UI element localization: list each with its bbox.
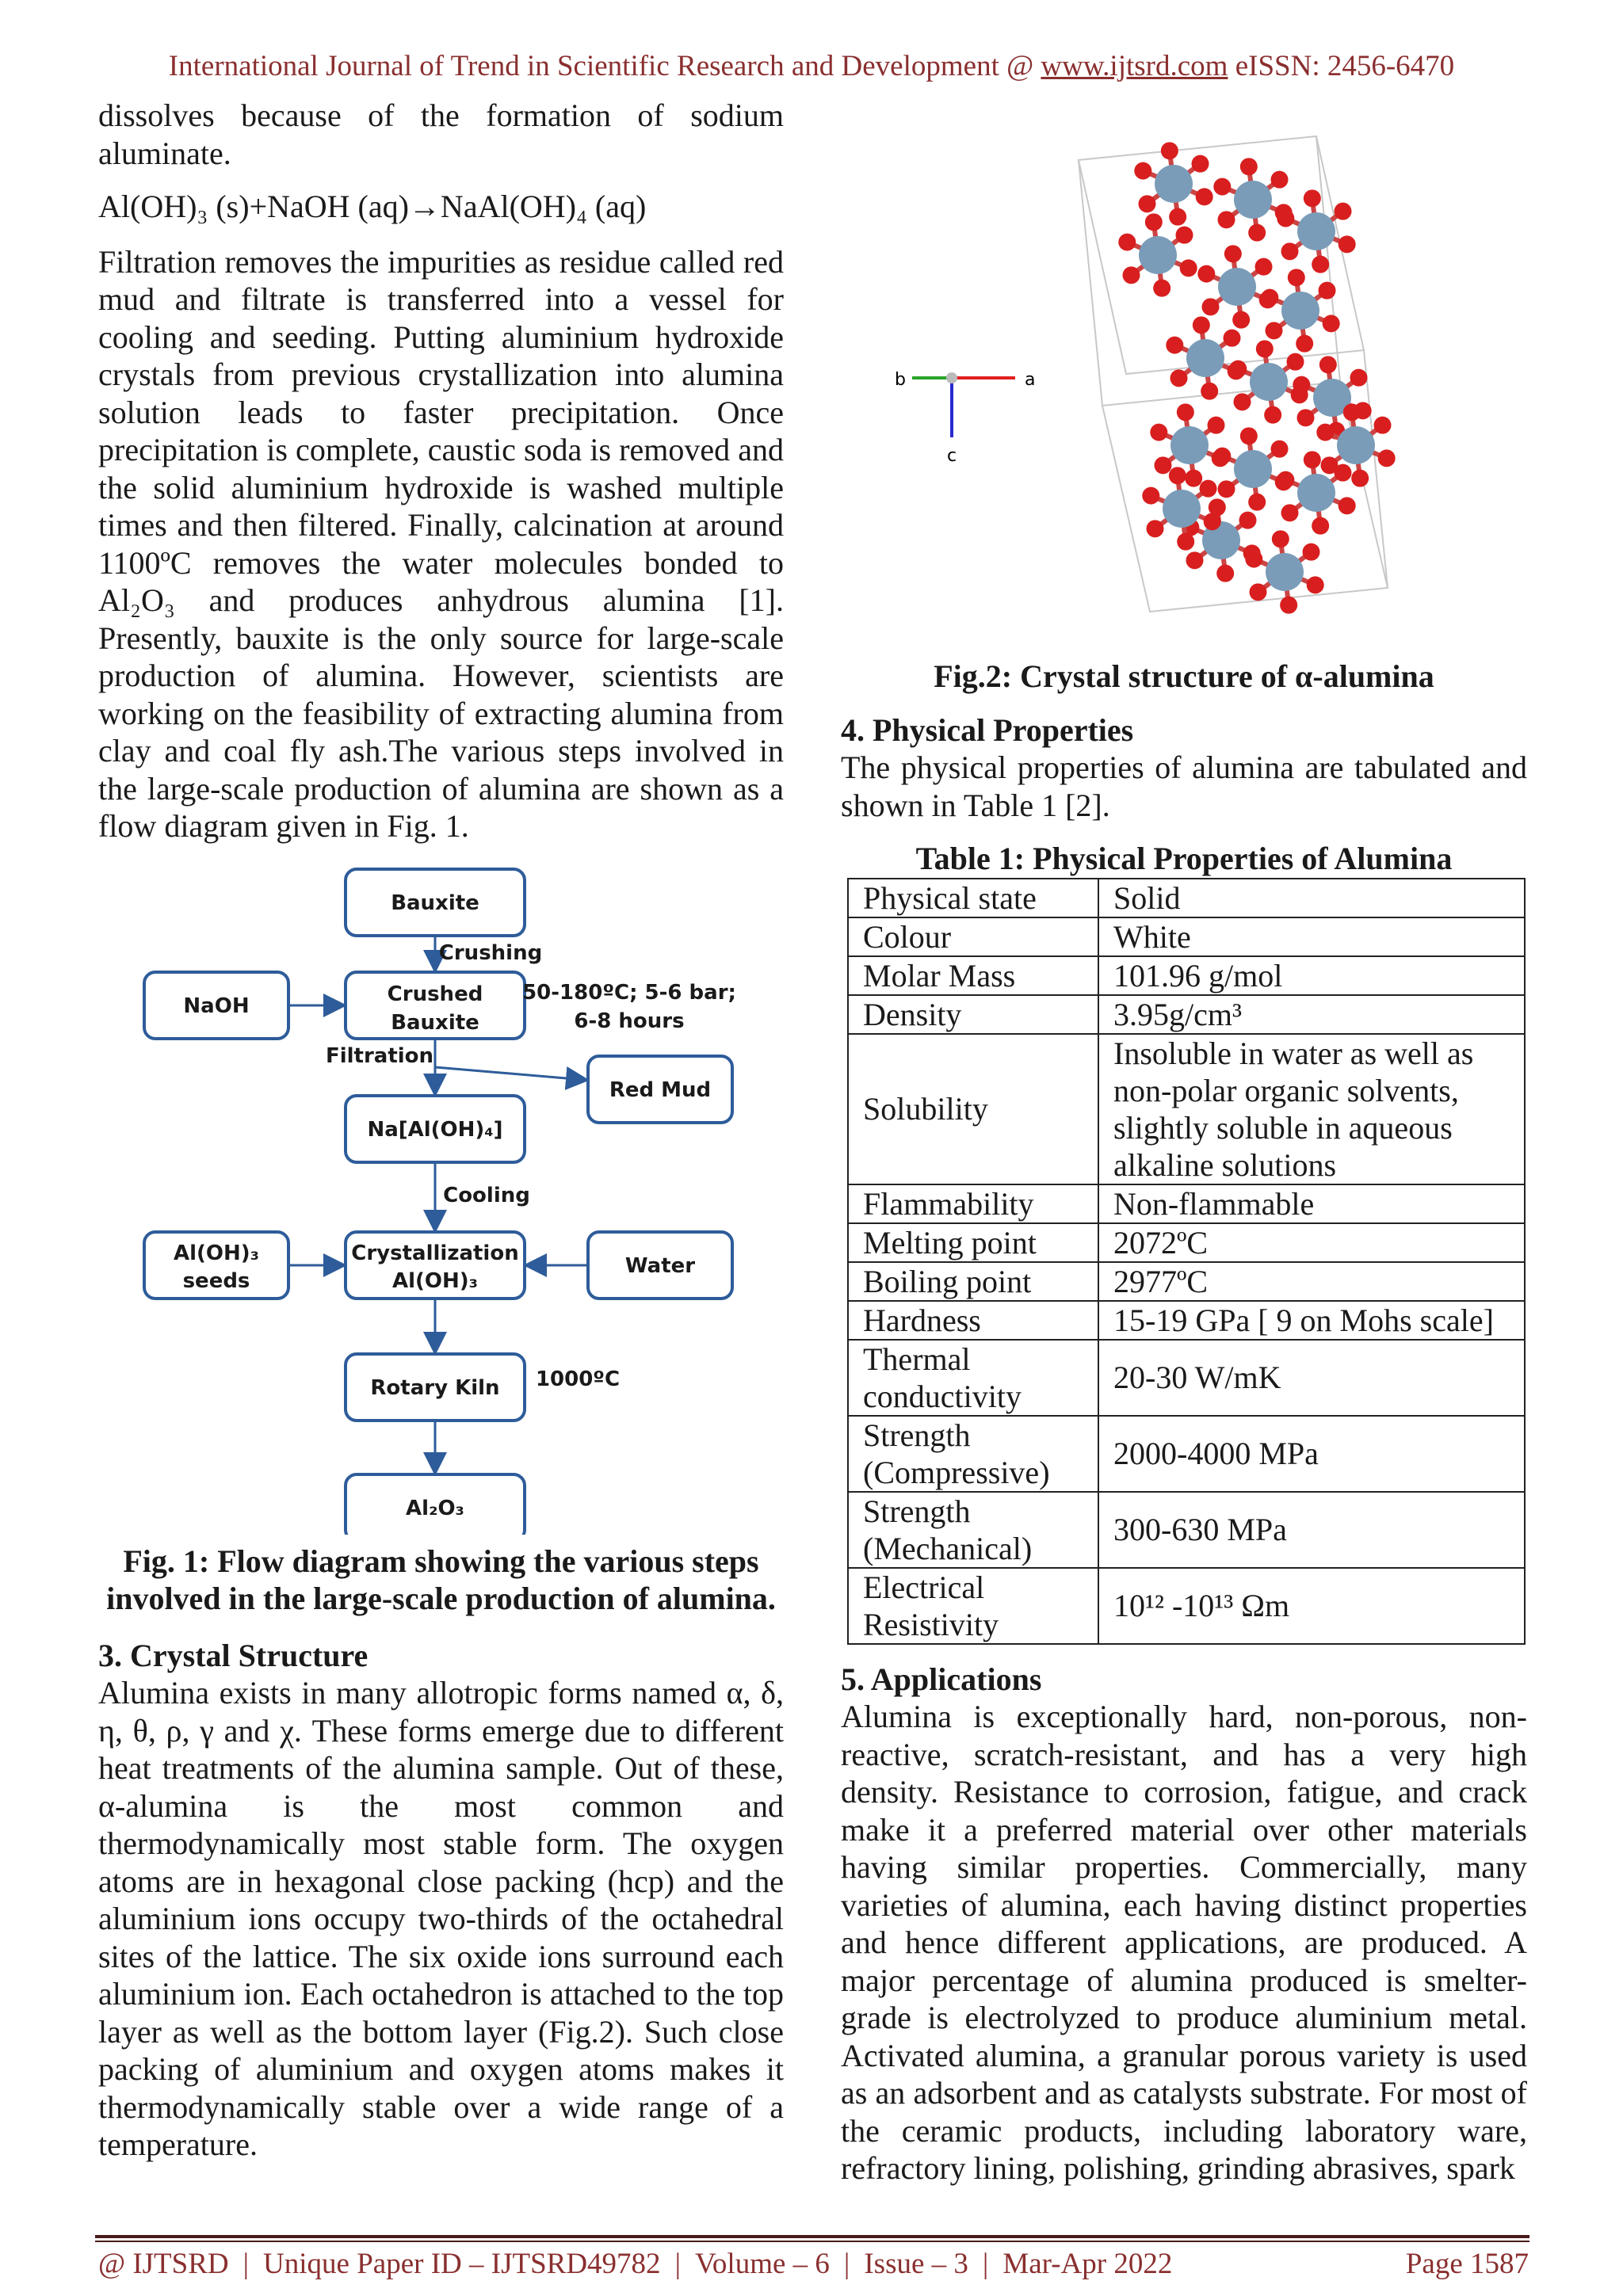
aluminium-atom xyxy=(1234,181,1272,219)
oxygen-atom xyxy=(1213,178,1231,196)
table-row xyxy=(848,1262,1525,1301)
reaction-equation: Al(OH)₃ (s)+NaOH (aq)→NaAl(OH)₄ (aq) xyxy=(98,189,647,224)
oxygen-atom xyxy=(1224,330,1241,347)
property-name: Density xyxy=(848,995,1098,1034)
oxygen-atom xyxy=(1229,360,1247,378)
oxygen-atom xyxy=(1335,203,1352,220)
oxygen-atom xyxy=(1224,245,1242,262)
section4-title: 4. Physical Properties xyxy=(841,711,1134,748)
journal-name: International Journal of Trend in Scientific Research and Development @ xyxy=(168,50,1034,82)
oxygen-atom xyxy=(1277,210,1294,227)
flow-filtration: Filtration xyxy=(325,1043,434,1068)
property-name: Flammability xyxy=(848,1184,1098,1223)
flow-crushed-1: Crushed xyxy=(387,982,483,1006)
oxygen-atom xyxy=(1161,142,1178,159)
oxygen-atom xyxy=(1272,530,1289,547)
aluminium-atom xyxy=(1170,426,1209,464)
property-name: Strength (Compressive) xyxy=(848,1416,1098,1492)
oxygen-atom xyxy=(1153,280,1170,297)
intro-paragraph: dissolves because of the formation of sodium aluminate. xyxy=(98,97,784,171)
property-value: 20-30 W/mK xyxy=(1098,1340,1525,1416)
flow-cryst-1: Crystallization xyxy=(351,1241,519,1265)
aluminium-atom xyxy=(1218,268,1256,306)
property-name: Strength (Mechanical) xyxy=(848,1492,1098,1568)
aluminium-atom xyxy=(1163,490,1201,528)
oxygen-atom xyxy=(1245,551,1262,568)
fig2-caption: Fig.2: Crystal structure of α-alumina xyxy=(934,658,1434,694)
property-name: Molar Mass xyxy=(848,956,1098,995)
oxygen-atom xyxy=(1193,316,1210,334)
oxygen-atom xyxy=(1320,456,1338,474)
flow-cooling: Cooling xyxy=(443,1183,530,1207)
oxygen-atom xyxy=(1277,471,1294,489)
oxygen-atom xyxy=(1296,335,1313,353)
property-value: 10¹² -10¹³ Ωm xyxy=(1098,1568,1525,1644)
oxygen-atom xyxy=(1186,551,1203,569)
aluminium-atom xyxy=(1155,165,1193,203)
property-value: Solid xyxy=(1098,879,1525,917)
table-row xyxy=(848,1034,1525,1184)
oxygen-atom xyxy=(1307,576,1324,593)
flow-na-al: Na[Al(OH)₄] xyxy=(367,1117,503,1142)
aluminium-atom xyxy=(1234,450,1272,488)
oxygen-atom xyxy=(1343,403,1361,421)
oxygen-atom xyxy=(1142,487,1159,505)
oxygen-atom xyxy=(1261,289,1278,307)
oxygen-atom xyxy=(1312,256,1329,273)
oxygen-atom xyxy=(1217,211,1235,228)
oxygen-atom xyxy=(1213,448,1231,465)
oxygen-atom xyxy=(1201,298,1219,315)
oxygen-atom xyxy=(1145,213,1163,231)
oxygen-atom xyxy=(1166,337,1183,354)
footer-brand: @ IJTSRD xyxy=(98,2248,229,2280)
oxygen-atom xyxy=(1118,234,1136,251)
oxygen-atom xyxy=(1256,340,1274,357)
section5-title: 5. Applications xyxy=(841,1661,1042,1697)
oxygen-atom xyxy=(1239,512,1257,529)
oxygen-atom xyxy=(1180,259,1197,277)
property-value: White xyxy=(1098,917,1525,956)
flow-diagram xyxy=(98,861,784,1535)
property-value: 2977ºC xyxy=(1098,1262,1525,1301)
oxygen-atom xyxy=(1312,517,1329,535)
oxygen-atom xyxy=(1232,311,1250,329)
flow-conditions-1: 50-180ºC; 5-6 bar; xyxy=(522,980,736,1005)
table-row xyxy=(848,879,1525,917)
oxygen-atom xyxy=(1169,467,1186,484)
aluminium-atom xyxy=(1139,236,1177,274)
table-row xyxy=(848,1184,1525,1223)
oxygen-atom xyxy=(1200,480,1217,498)
footer-date: Mar-Apr 2022 xyxy=(1002,2248,1173,2280)
oxygen-atom xyxy=(1264,406,1281,424)
oxygen-atom xyxy=(1185,470,1202,487)
aluminium-atom xyxy=(1186,339,1224,377)
axis-b-label: b xyxy=(895,370,906,390)
flow-red-mud: Red Mud xyxy=(609,1077,712,1102)
flow-water: Water xyxy=(624,1253,696,1278)
section3-text: Alumina exists in many allotropic forms named α, δ, η, θ, ρ, γ and χ. These forms emerge due to different heat treatments of the alumina sample. Out of these, α-alumina is the most common and thermodynamically most stable form. The oxygen atoms are in hexagonal close packing (hcp) and the aluminium ions occupy two-thirds of the octahedral sites of the lattice. The six oxide ions surround each aluminium ion. Each octahedron is attached to the top layer as well as the bottom layer (Fig.2). Such close packing of aluminium and oxygen atoms makes it thermodynamically stable over a wide range of a temperature. xyxy=(98,1675,784,2162)
aluminium-atom xyxy=(1266,553,1304,591)
flow-conditions-2: 6-8 hours xyxy=(574,1009,685,1033)
flow-kiln-temp: 1000ºC xyxy=(535,1367,621,1391)
table-row xyxy=(848,1340,1525,1416)
oxygen-atom xyxy=(1176,227,1193,244)
oxygen-atom xyxy=(1248,494,1266,511)
flow-product: Al₂O₃ xyxy=(406,1496,464,1520)
aluminium-atom xyxy=(1250,363,1288,401)
oxygen-atom xyxy=(1319,282,1336,299)
oxygen-atom xyxy=(1134,162,1151,180)
footer-issue: Issue – 3 xyxy=(864,2248,968,2280)
property-name: Thermal conductivity xyxy=(848,1340,1098,1416)
oxygen-atom xyxy=(1304,451,1321,468)
aluminium-atom xyxy=(1297,212,1335,250)
oxygen-atom xyxy=(1122,266,1140,284)
footer-volume: Volume – 6 xyxy=(694,2248,830,2280)
oxygen-atom xyxy=(1177,403,1194,421)
property-name: Solubility xyxy=(848,1034,1098,1184)
property-name: Electrical Resistivity xyxy=(848,1568,1098,1644)
property-value: 3.95g/cm³ xyxy=(1098,995,1525,1034)
flow-crushing: Crushing xyxy=(438,940,543,965)
axis-a-label: a xyxy=(1025,370,1036,390)
footer-page: Page 1587 xyxy=(1405,2248,1529,2280)
axis-c-label: c xyxy=(947,446,957,466)
oxygen-atom xyxy=(1197,265,1215,283)
oxygen-atom xyxy=(1338,235,1356,253)
oxygen-atom xyxy=(1271,171,1289,189)
table-row xyxy=(848,995,1525,1034)
property-value: 2072ºC xyxy=(1098,1223,1525,1262)
table-row xyxy=(848,1416,1525,1492)
page-footer: @ IJTSRD | Unique Paper ID – IJTSRD49782 | Volume – 6 | Issue – 3 | Mar-Apr 2022 Page 1587 xyxy=(98,2248,1529,2280)
flow-kiln: Rotary Kiln xyxy=(370,1375,500,1400)
oxygen-atom xyxy=(1204,513,1221,530)
table1-title: Table 1: Physical Properties of Alumina xyxy=(915,841,1453,876)
fig1-caption: Fig. 1: Flow diagram showing the various steps involved in the large-scale production of alumina. xyxy=(106,1543,776,1616)
oxygen-atom xyxy=(1138,195,1155,212)
oxygen-atom xyxy=(1319,356,1337,373)
property-value: 101.96 g/mol xyxy=(1098,956,1525,995)
oxygen-atom xyxy=(1374,417,1392,434)
aluminium-atom xyxy=(1337,426,1375,464)
oxygen-atom xyxy=(1177,533,1194,551)
oxygen-atom xyxy=(1288,269,1305,286)
oxygen-atom xyxy=(1154,456,1171,474)
flow-crushed-2: Bauxite xyxy=(391,1010,479,1035)
table-row xyxy=(848,1568,1525,1644)
oxygen-atom xyxy=(1304,189,1321,207)
oxygen-atom xyxy=(1281,242,1298,260)
table-row xyxy=(848,1301,1525,1340)
section4-text: The physical properties of alumina are tabulated and shown in Table 1 [2]. xyxy=(841,749,1527,823)
table-row xyxy=(848,1492,1525,1568)
property-value: 15-19 GPa [ 9 on Mohs scale] xyxy=(1098,1301,1525,1340)
property-value: 300-630 MPa xyxy=(1098,1492,1525,1568)
flow-seeds-2: seeds xyxy=(182,1268,250,1293)
oxygen-atom xyxy=(1351,470,1369,487)
oxygen-atom xyxy=(1217,480,1235,498)
aluminium-atom xyxy=(1281,292,1319,330)
footer-paper-id: Unique Paper ID – IJTSRD49782 xyxy=(263,2248,661,2280)
axis-indicator xyxy=(895,370,1035,466)
aluminium-atom xyxy=(1297,474,1335,512)
property-value: Insoluble in water as well as non-polar organic solvents, slightly soluble in aqueous alkaline solutions xyxy=(1098,1034,1525,1184)
property-name: Hardness xyxy=(848,1301,1098,1340)
footer-rule xyxy=(95,2235,1529,2238)
oxygen-atom xyxy=(1169,208,1186,226)
right-column xyxy=(841,97,1527,2203)
oxygen-atom xyxy=(1240,158,1258,175)
oxygen-atom xyxy=(1216,565,1234,582)
flow-seeds-1: Al(OH)₃ xyxy=(173,1241,260,1265)
oxygen-atom xyxy=(1248,224,1266,242)
oxygen-atom xyxy=(1280,597,1297,614)
oxygen-atom xyxy=(1208,417,1225,434)
eissn: eISSN: 2456-6470 xyxy=(1235,50,1455,82)
oxygen-atom xyxy=(1323,315,1340,332)
footer-rule-thin xyxy=(95,2241,1529,2242)
oxygen-atom xyxy=(1296,409,1314,426)
oxygen-atom xyxy=(1350,369,1368,387)
oxygen-atom xyxy=(1265,322,1282,339)
oxygen-atom xyxy=(1150,424,1167,441)
oxygen-atom xyxy=(1255,258,1273,276)
property-value: 2000-4000 MPa xyxy=(1098,1416,1525,1492)
table-row xyxy=(848,1223,1525,1262)
process-paragraph: Filtration removes the impurities as residue called red mud and filtrate is transferred into a vessel for cooling and seeding. Putting aluminium hydroxide crystals from previous crystallization into alumina solution leads to faster precipitation. Once precipitation is complete, caustic soda is removed and the solid aluminium hydroxide is washed multiple times and then filtered. Finally, calcination at around 1100ºC removes the water molecules bonded to Al₂O₃ and produces anhydrous alumina [1]. Presently, bauxite is the only source for large-scale production of alumina. However, scientists are working on the feasibility of extracting alumina from clay and coal fly ash.The various steps involved in the large-scale production of alumina are shown as a flow diagram given in Fig. 1. xyxy=(98,243,784,844)
journal-url-link[interactable]: www.ijtsrd.com xyxy=(1041,50,1228,82)
oxygen-atom xyxy=(1192,155,1209,173)
flow-naoh: NaOH xyxy=(183,994,250,1018)
flow-bauxite: Bauxite xyxy=(391,891,479,915)
crystal-structure-image xyxy=(841,97,1527,651)
oxygen-atom xyxy=(1240,427,1258,444)
flow-cryst-2: Al(OH)₃ xyxy=(391,1268,479,1293)
oxygen-atom xyxy=(1196,188,1213,205)
table-row xyxy=(848,917,1525,956)
properties-table xyxy=(847,878,1526,1645)
oxygen-atom xyxy=(1233,393,1251,410)
oxygen-atom xyxy=(1316,424,1334,441)
property-name: Physical state xyxy=(848,879,1098,917)
section3-title: 3. Crystal Structure xyxy=(98,1637,369,1673)
property-name: Boiling point xyxy=(848,1262,1098,1301)
oxygen-atom xyxy=(1146,520,1163,537)
oxygen-atom xyxy=(1170,369,1187,387)
oxygen-atom xyxy=(1303,543,1320,561)
running-header xyxy=(0,49,1623,83)
table-row xyxy=(848,956,1525,995)
oxygen-atom xyxy=(1338,497,1356,514)
property-value: Non-flammable xyxy=(1098,1184,1525,1223)
oxygen-atom xyxy=(1201,383,1218,400)
property-name: Colour xyxy=(848,917,1098,956)
left-column xyxy=(98,97,784,2180)
oxygen-atom xyxy=(1249,583,1266,601)
section5-text: Alumina is exceptionally hard, non-porous, non-reactive, scratch-resistant, and has a very high density. Resistance to corrosion, fatigue, and crack make it a preferred material over other materials having similar properties. Commercially, many varieties of alumina, each having distinct properties and hence different applications, are produced. A major percentage of alumina produced is smelter-grade is electrolyzed to produce aluminium metal. Activated alumina, a granular porous variety is used as an adsorbent and as catalysts substrate. For most of the ceramic products, including laboratory ware, refractory lining, polishing, grinding abrasives, spark xyxy=(841,1699,1527,2186)
oxygen-atom xyxy=(1287,353,1304,371)
oxygen-atom xyxy=(1271,441,1289,458)
oxygen-atom xyxy=(1281,504,1298,521)
oxygen-atom xyxy=(1378,449,1396,467)
oxygen-atom xyxy=(1293,376,1310,394)
property-name: Melting point xyxy=(848,1223,1098,1262)
